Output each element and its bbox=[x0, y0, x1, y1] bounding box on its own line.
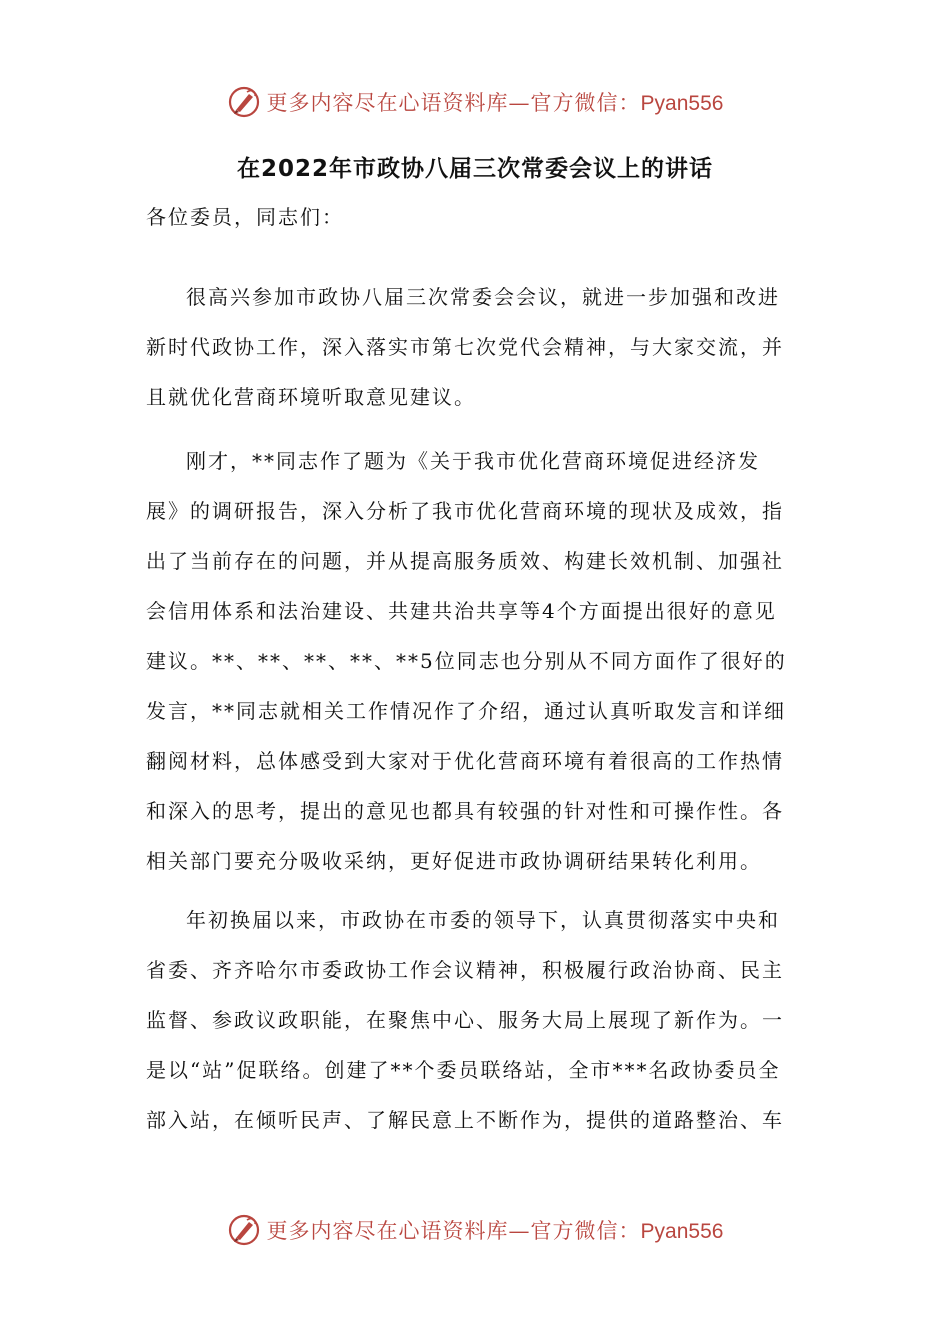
paragraph-line: 刚才，**同志作了题为《关于我市优化营商环境促进经济发 bbox=[186, 449, 760, 473]
paragraph-3 bbox=[146, 895, 806, 1145]
pen-logo-icon bbox=[227, 1213, 261, 1247]
paragraph-line: 部入站，在倾听民声、了解民意上不断作为，提供的道路整治、车 bbox=[146, 1108, 784, 1132]
paragraph-line: 翻阅材料，总体感受到大家对于优化营商环境有着很高的工作热情 bbox=[146, 749, 784, 773]
watermark-text: 更多内容尽在心语资料库—官方微信：Pyan556 bbox=[266, 1219, 724, 1243]
paragraph-line: 新时代政协工作，深入落实市第七次党代会精神，与大家交流，并 bbox=[146, 335, 784, 359]
paragraph-line: 很高兴参加市政协八届三次常委会会议，就进一步加强和改进 bbox=[186, 285, 780, 309]
paragraph-line: 且就优化营商环境听取意见建议。 bbox=[146, 385, 476, 409]
paragraph-line: 和深入的思考，提出的意见也都具有较强的针对性和可操作性。各 bbox=[146, 799, 784, 823]
pen-logo-icon bbox=[227, 85, 261, 119]
paragraph-line: 建议。**、**、**、**、**5位同志也分别从不同方面作了很好的 bbox=[146, 649, 787, 673]
paragraph-line: 省委、齐齐哈尔市委政协工作会议精神，积极履行政治协商、民主 bbox=[146, 958, 784, 982]
paragraph-line: 会信用体系和法治建设、共建共治共享等4个方面提出很好的意见 bbox=[146, 599, 777, 623]
paragraph-2 bbox=[146, 436, 806, 886]
watermark-text: 更多内容尽在心语资料库—官方微信：Pyan556 bbox=[266, 91, 724, 115]
header-watermark-banner bbox=[0, 82, 950, 122]
document-title: 在2022年市政协八届三次常委会议上的讲话 bbox=[236, 156, 713, 182]
paragraph-line: 年初换届以来，市政协在市委的领导下，认真贯彻落实中央和 bbox=[186, 908, 780, 932]
paragraph-line: 相关部门要充分吸收采纳，更好促进市政协调研结果转化利用。 bbox=[146, 849, 762, 873]
paragraph-1 bbox=[146, 272, 806, 422]
paragraph-line: 发言，**同志就相关工作情况作了介绍，通过认真听取发言和详细 bbox=[146, 699, 786, 723]
salutation: 各位委员，同志们： bbox=[146, 205, 344, 229]
paragraph-line: 监督、参政议政职能，在聚焦中心、服务大局上展现了新作为。一 bbox=[146, 1008, 784, 1032]
paragraph-line: 展》的调研报告，深入分析了我市优化营商环境的现状及成效，指 bbox=[146, 499, 784, 523]
footer-watermark-banner bbox=[0, 1210, 950, 1250]
paragraph-line: 出了当前存在的问题，并从提高服务质效、构建长效机制、加强社 bbox=[146, 549, 784, 573]
paragraph-line: 是以“站”促联络。创建了**个委员联络站，全市***名政协委员全 bbox=[146, 1058, 781, 1082]
